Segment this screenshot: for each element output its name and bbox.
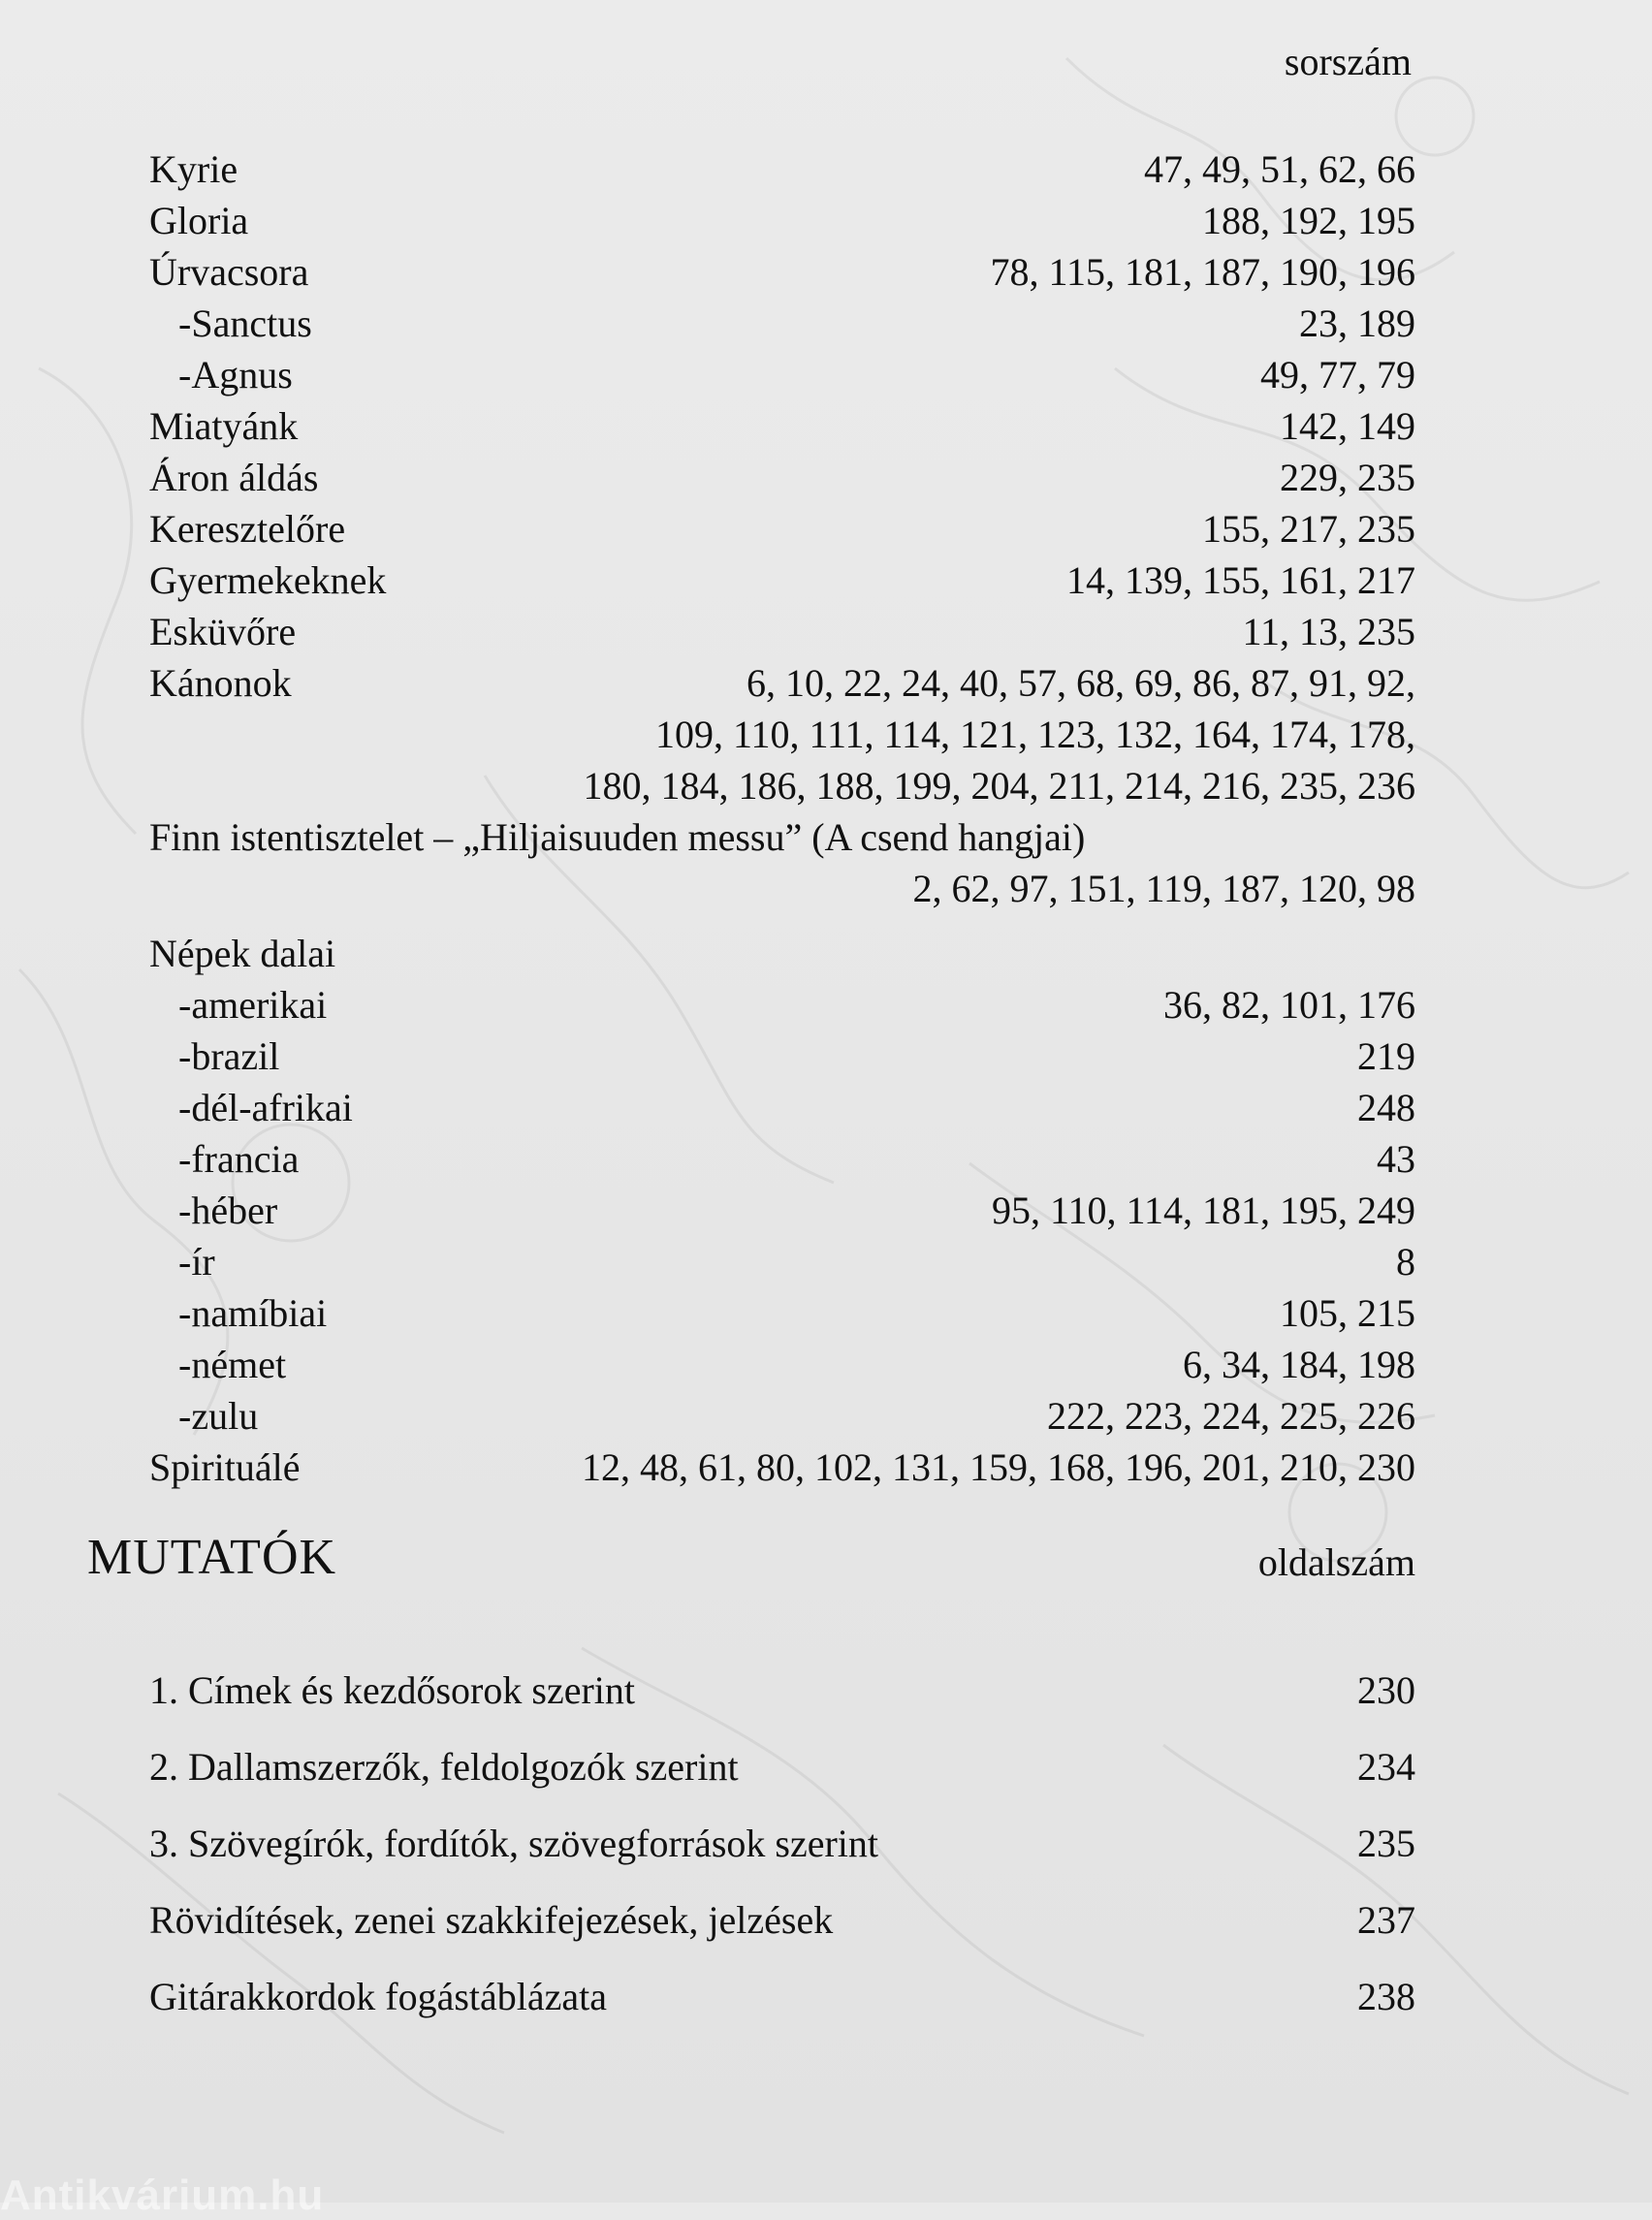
index-entry-row [149,1287,1415,1339]
index-entry-row [149,503,1415,555]
entry-numbers: 180, 184, 186, 188, 199, 204, 211, 214, 216, 235, 236 [583,764,1415,808]
entry-numbers: 229, 235 [1280,456,1415,499]
index-entry-row [149,811,1415,863]
index-entry-row [149,1185,1415,1236]
index-entry-row [149,555,1415,606]
entry-numbers: 95, 110, 114, 181, 195, 249 [991,1189,1415,1232]
entry-numbers: 142, 149 [1280,404,1415,448]
index-section-page: 235 [1357,1822,1415,1865]
entry-label: Áron áldás [149,456,319,499]
entry-label: -brazil [178,1034,280,1078]
index-entry-row [149,606,1415,657]
entry-label: Miatyánk [149,404,299,448]
entry-numbers: 78, 115, 181, 187, 190, 196 [990,250,1415,294]
entry-numbers: 219 [1357,1034,1415,1078]
entry-label: Úrvacsora [149,250,309,294]
index-entry-row [149,1133,1415,1185]
index-entry-row [149,400,1415,452]
entry-numbers: 222, 223, 224, 225, 226 [1047,1394,1415,1438]
entry-label: -Sanctus [178,301,312,345]
index-section-page: 230 [1357,1668,1415,1712]
entry-label: Gyermekeknek [149,558,387,602]
entry-numbers: 109, 110, 111, 114, 121, 123, 132, 164, 174, 178, [654,713,1415,756]
entry-label: Esküvőre [149,610,297,653]
entry-numbers: 188, 192, 195 [1202,199,1415,242]
index-entry-row [149,143,1415,195]
entry-label: Népek dalai [149,932,336,975]
entry-numbers: 155, 217, 235 [1202,507,1415,551]
index-entry-row [149,657,1415,709]
index-entry-row [149,979,1415,1031]
index-entry-row [149,1236,1415,1287]
entry-label: Spirituálé [149,1445,301,1489]
entry-label: -héber [178,1189,278,1232]
entry-label: Kyrie [149,147,238,191]
index-entry-row [149,298,1415,349]
entry-label: -zulu [178,1394,259,1438]
entry-label: Gloria [149,199,249,242]
entry-label: -dél-afrikai [178,1086,353,1129]
entry-numbers: 8 [1396,1240,1415,1284]
entry-label: Keresztelőre [149,507,346,551]
index-entry-row [149,1082,1415,1133]
entry-numbers: 12, 48, 61, 80, 102, 131, 159, 168, 196, 201, 210, 230 [582,1445,1415,1489]
entry-numbers: 43 [1377,1137,1415,1181]
page-column-header: oldalszám [1257,1540,1415,1584]
index-entry-row [149,760,1415,811]
entry-label: Finn istentisztelet – „Hiljaisuuden messu” (A csend hangjai) [149,815,1086,859]
entry-label: -ír [178,1240,215,1284]
index-entry-row [149,1442,1415,1493]
index-section-label: 3. Szövegírók, fordítók, szövegforrások szerint [149,1822,879,1865]
index-entry-row [149,452,1415,503]
entry-numbers: 49, 77, 79 [1260,353,1415,396]
entry-numbers: 6, 10, 22, 24, 40, 57, 68, 69, 86, 87, 91, 92, [747,661,1415,705]
index-entry-row [149,709,1415,760]
entry-numbers: 11, 13, 235 [1242,610,1415,653]
entry-numbers: 2, 62, 97, 151, 119, 187, 120, 98 [912,867,1415,910]
index-section-row [149,1893,1415,1948]
index-entry-row [149,195,1415,246]
index-section-label: 2. Dallamszerzők, feldolgozók szerint [149,1745,739,1789]
index-section-page: 238 [1357,1975,1415,2018]
index-section-label: Gitárakkordok fogástáblázata [149,1975,608,2018]
entry-numbers: 23, 189 [1299,301,1415,345]
index-entry-row [149,246,1415,298]
index-section-row [149,1817,1415,1871]
entry-label: -amerikai [178,983,328,1027]
entry-label: -francia [178,1137,300,1181]
entry-numbers: 248 [1357,1086,1415,1129]
index-entry-row [149,349,1415,400]
entry-label: Kánonok [149,661,292,705]
index-entry-row [149,863,1415,914]
entry-numbers: 47, 49, 51, 62, 66 [1144,147,1415,191]
entry-label: -Agnus [178,353,293,396]
entry-label: -namíbiai [178,1291,328,1335]
index-section-page: 234 [1357,1745,1415,1789]
entry-label: -német [178,1343,287,1386]
index-section-row [149,1740,1415,1794]
index-entry-row [149,928,1415,979]
index-section-row [149,1970,1415,2024]
index-section-page: 237 [1357,1898,1415,1942]
indexes-section-title: MUTATÓK [87,1530,337,1585]
entry-numbers: 105, 215 [1280,1291,1415,1335]
index-section-label: Rövidítések, zenei szakkifejezések, jelzések [149,1898,834,1942]
index-entry-row [149,1031,1415,1082]
number-column-header: sorszám [1284,40,1412,83]
index-entry-row [149,1390,1415,1442]
watermark-text: Antikvárium.hu [0,2172,325,2219]
index-section-label: 1. Címek és kezdősorok szerint [149,1668,635,1712]
index-entry-row [149,1339,1415,1390]
entry-numbers: 36, 82, 101, 176 [1163,983,1415,1027]
entry-numbers: 14, 139, 155, 161, 217 [1066,558,1415,602]
entry-numbers: 6, 34, 184, 198 [1183,1343,1415,1386]
index-section-row [149,1664,1415,1718]
